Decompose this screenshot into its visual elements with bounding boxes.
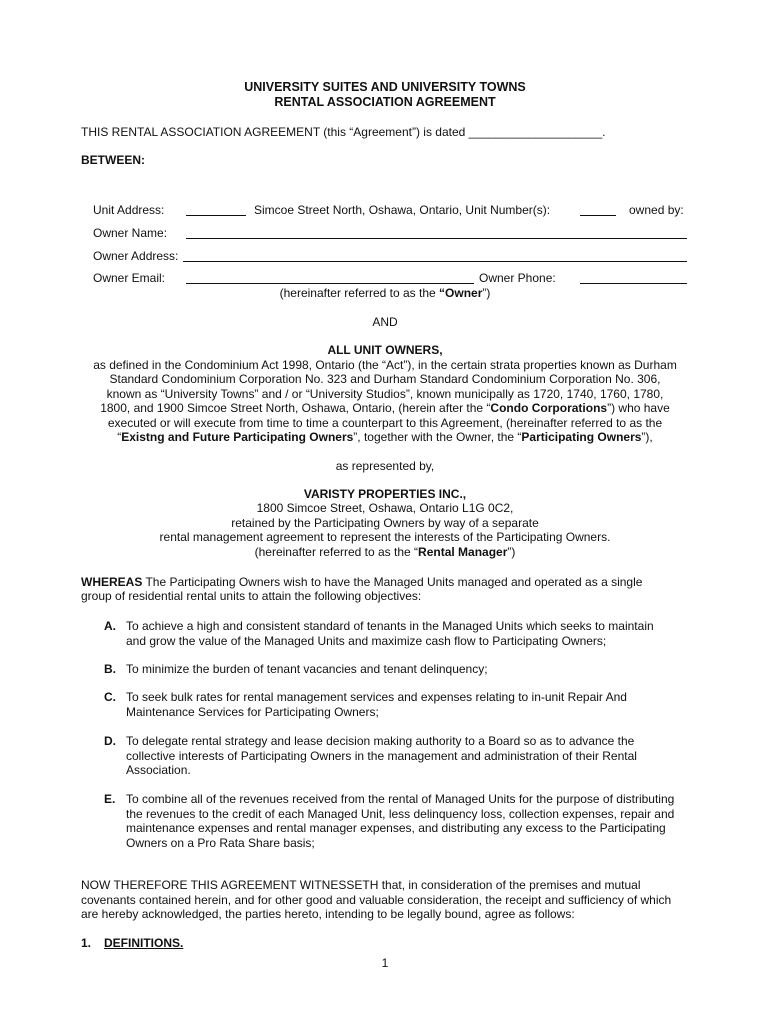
owner-phone-blank[interactable]: [580, 283, 687, 284]
owner-email-label: Owner Email:: [93, 271, 166, 285]
owner-name-label: Owner Name:: [93, 226, 168, 240]
objective-line: Association.: [126, 763, 191, 777]
objective-letter: E.: [104, 792, 116, 806]
now-therefore-line-2: covenants contained herein, and for other good and valuable consideration, the receipt and sufficiency of which: [81, 893, 672, 907]
owner-email-blank[interactable]: [186, 283, 474, 284]
objective-line: Owners on a Pro Rata Share basis;: [126, 835, 315, 850]
unit-address-label: Unit Address:: [93, 203, 165, 217]
objective-line: To minimize the burden of tenant vacancies and tenant delinquency;: [126, 662, 488, 676]
condo-line-1: as defined in the Condominium Act 1998, Ontario (the “Act”), in the certain strata properties known as Durham: [93, 358, 677, 372]
objective-line: maintenance expenses and rental manager expenses, and distributing any excess to the Participating: [126, 821, 666, 835]
objective-line: To delegate rental strategy and lease decision making authority to a Board so as to advance the: [126, 734, 635, 748]
intro-line: THIS RENTAL ASSOCIATION AGREEMENT (this “Agreement”) is dated ____________________.: [81, 125, 606, 139]
owner-phone-label: Owner Phone:: [479, 271, 556, 285]
document-title-line-1: UNIVERSITY SUITES AND UNIVERSITY TOWNS: [244, 80, 526, 94]
rental-mgmt-line: rental management agreement to represent the interests of the Participating Owners.: [159, 530, 611, 544]
objective-line: Maintenance Services for Participating Owners;: [126, 704, 379, 719]
document-title-line-2: RENTAL ASSOCIATION AGREEMENT: [274, 95, 496, 109]
objective-line: To combine all of the revenues received from the rental of Managed Units for the purpose of distributing: [126, 792, 675, 806]
all-unit-owners-heading: ALL UNIT OWNERS,: [327, 343, 443, 357]
condo-line-4: 1800, and 1900 Simcoe Street North, Oshawa, Ontario, (herein after the “Condo Corporations”) who have: [100, 401, 670, 415]
owned-by-label: owned by:: [629, 203, 684, 217]
as-represented-by: as represented by,: [335, 459, 435, 473]
section-number: 1.: [81, 936, 92, 950]
rental-manager-reference: (hereinafter referred to as the “Rental Manager”): [254, 545, 516, 559]
unit-address-text: Simcoe Street North, Oshawa, Ontario, Unit Number(s):: [254, 203, 551, 217]
unit-number-blank[interactable]: [580, 215, 616, 216]
objective-line: and grow the value of the Managed Units and maximize cash flow to Participating Owners;: [126, 633, 607, 648]
and-separator: AND: [372, 315, 398, 329]
objective-letter: D.: [104, 734, 116, 748]
whereas-line-1: WHEREAS The Participating Owners wish to have the Managed Units managed and operated as a single: [81, 575, 643, 589]
objective-line: collective interests of Participating Owners in the management and administration of their Rental: [126, 748, 637, 763]
objective-line: To seek bulk rates for rental management services and expenses relating to in-unit Repair And: [126, 690, 627, 704]
rental-manager-address: 1800 Simcoe Street, Oshawa, Ontario L1G 0C2,: [256, 501, 514, 515]
now-therefore-line-3: are hereby acknowledged, the parties hereto, intending to be legally bound, agree as follows:: [81, 907, 575, 921]
between-heading: BETWEEN:: [81, 153, 145, 167]
whereas-line-2: group of residential rental units to attain the following objectives:: [81, 589, 422, 603]
now-therefore-line-1: NOW THEREFORE THIS AGREEMENT WITNESSETH that, in consideration of the premises and mutual: [81, 878, 641, 892]
owner-address-label: Owner Address:: [93, 249, 179, 263]
condo-line-2: Standard Condominium Corporation No. 323 and Durham Standard Condominium Corporation No. 306,: [109, 372, 661, 386]
objective-letter: C.: [104, 690, 116, 704]
retained-line: retained by the Participating Owners by way of a separate: [231, 516, 539, 530]
owner-name-blank[interactable]: [186, 238, 687, 239]
condo-line-3: known as “University Towns” and / or “University Studios”, known municipally as 1720, 1740, 1760, 1780,: [106, 387, 664, 401]
unit-address-blank[interactable]: [186, 215, 246, 216]
rental-manager-name: VARISTY PROPERTIES INC.,: [303, 487, 467, 501]
objective-letter: A.: [104, 619, 116, 633]
condo-line-6: “Existng and Future Participating Owners”, together with the Owner, the “Participating Owners”),: [117, 430, 653, 444]
owner-address-blank[interactable]: [183, 261, 687, 262]
owner-reference: (hereinafter referred to as the “Owner”): [279, 286, 491, 300]
objective-line: the revenues to the credit of each Managed Unit, less delinquency loss, collection expenses, repair and: [126, 806, 675, 821]
page-number: 1: [381, 956, 389, 970]
definitions-heading: DEFINITIONS.: [104, 936, 184, 950]
condo-line-5: executed or will execute from time to time a counterpart to this Agreement, (hereinafter referred to as the: [107, 416, 663, 430]
objective-line: To achieve a high and consistent standard of tenants in the Managed Units which seeks to maintain: [126, 619, 654, 633]
objective-letter: B.: [104, 662, 116, 676]
